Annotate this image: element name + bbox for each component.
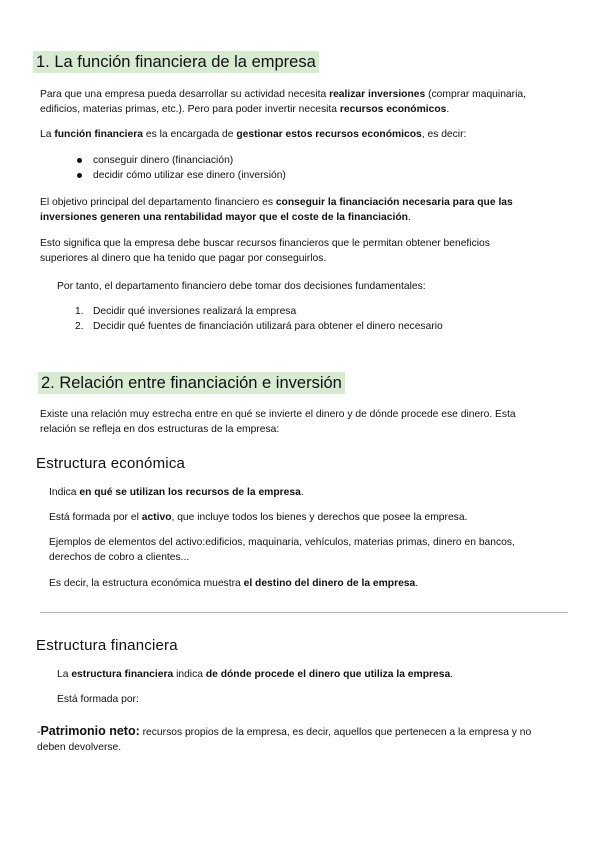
sec1-paragraph-3: El objetivo principal del departamento financiero es conseguir la financiación necesaria para que las inversiones generen una rentabilidad mayor que el coste de la financiación. bbox=[40, 197, 513, 223]
econ-paragraph-3: Ejemplos de elementos del activo:edificios, maquinaria, vehículos, materias primas, dinero en bancos, derechos de cobro a clientes... bbox=[49, 537, 515, 563]
econ-paragraph-1: Indica en qué se utilizan los recursos de la empresa. bbox=[49, 487, 304, 498]
fin-paragraph-1: La estructura financiera indica de dónde procede el dinero que utiliza la empresa. bbox=[57, 669, 454, 680]
sec1-bullet-list bbox=[75, 153, 555, 183]
sec1-paragraph-2: La función financiera es la encargada de gestionar estos recursos económicos, es decir: bbox=[40, 129, 467, 140]
list-item: conseguir dinero (financiación) bbox=[75, 153, 555, 168]
fin-paragraph-2: Está formada por: bbox=[57, 694, 139, 705]
sec1-paragraph-1: Para que una empresa pueda desarrollar su actividad necesita realizar inversiones (comprar maquinaria, edificios, materias primas, etc.). Pero para poder invertir necesita recursos económicos. bbox=[40, 89, 526, 115]
list-item: decidir cómo utilizar ese dinero (inversión) bbox=[75, 168, 555, 183]
sec1-paragraph-4: Esto significa que la empresa debe buscar recursos financieros que le permitan obtener beneficios superiores al dinero que ha tenido que pagar por conseguirlos. bbox=[40, 238, 490, 264]
sec1-paragraph-5: Por tanto, el departamento financiero debe tomar dos decisiones fundamentales: bbox=[57, 281, 426, 292]
list-item: 2. Decidir qué fuentes de financiación utilizará para obtener el dinero necesario bbox=[75, 321, 443, 332]
fin-paragraph-3: -Patrimonio neto: recursos propios de la empresa, es decir, aquellos que pertenecen a la empresa y no deben devolverse. bbox=[37, 724, 532, 753]
divider bbox=[40, 612, 568, 613]
section-2-heading: 2. Relación entre financiación e inversión bbox=[38, 372, 345, 394]
econ-heading: Estructura económica bbox=[36, 455, 186, 472]
sec1-numbered-list bbox=[75, 304, 565, 334]
econ-paragraph-4: Es decir, la estructura económica muestra el destino del dinero de la empresa. bbox=[49, 578, 419, 589]
sec2-paragraph-1: Existe una relación muy estrecha entre en qué se invierte el dinero y de dónde procede ese dinero. Esta relación se refleja en dos estructuras de la empresa: bbox=[40, 409, 516, 435]
fin-heading: Estructura financiera bbox=[36, 637, 178, 654]
list-item: 1. Decidir qué inversiones realizará la empresa bbox=[75, 306, 297, 317]
econ-paragraph-2: Está formada por el activo, que incluye todos los bienes y derechos que posee la empresa. bbox=[49, 512, 468, 523]
section-1-heading: 1. La función financiera de la empresa bbox=[33, 51, 319, 73]
